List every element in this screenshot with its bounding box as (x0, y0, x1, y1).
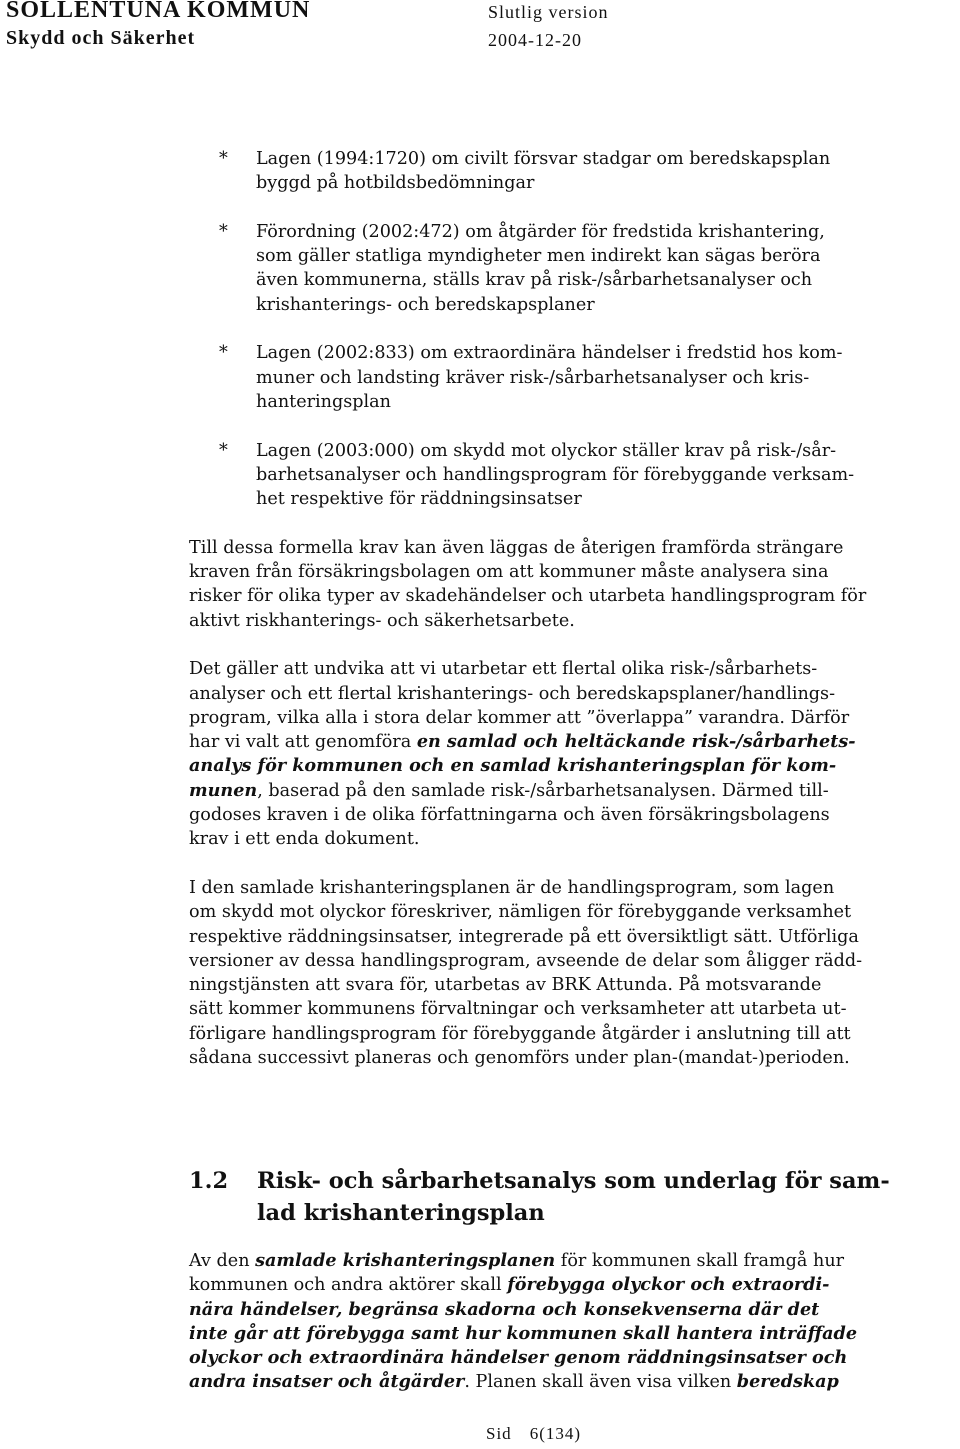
plain-text: . Planen skall även visa vilken (464, 1372, 737, 1393)
bullet-marker: * (219, 221, 228, 242)
bullet-item (189, 147, 959, 196)
paragraph-line: ningstjänsten att svara för, utarbetas av BRK Attunda. På motsvarande (189, 975, 822, 996)
emphasis-line: inte går att förebygga samt hur kommunen skall hantera inträffade (189, 1322, 858, 1344)
bullet-line: Förordning (2002:472) om åtgärder för fredstida krishantering, (256, 221, 825, 242)
paragraph-line: sådana successivt planeras och genomförs under plan-(mandat-)perioden. (189, 1047, 850, 1068)
emphasis-text: munen (189, 779, 258, 801)
plain-text: har vi valt att genomföra (189, 732, 417, 753)
paragraph-line: risker för olika typer av skadehändelser och utarbeta handlingsprogram för (189, 586, 867, 607)
organization-name: SOLLENTUNA KOMMUN (6, 0, 311, 23)
paragraph-line: Till dessa formella krav kan även läggas de återigen framförda strängare (189, 537, 844, 558)
paragraph-line: I den samlade krishanteringsplanen är de handlingsprogram, som lagen (189, 877, 835, 898)
bullet-line: krishanterings- och beredskapsplaner (256, 294, 595, 315)
paragraph-combined-analysis (189, 657, 959, 851)
emphasis-text: beredskap (736, 1371, 839, 1393)
bullet-line: barhetsanalyser och handlingsprogram för förebyggande verksam- (256, 464, 855, 485)
bullet-line: Lagen (2003:000) om skydd mot olyckor ställer krav på risk-/sår- (256, 440, 837, 461)
paragraph-line: sätt kommer kommunens förvaltningar och verksamheter att utarbeta ut- (189, 999, 847, 1020)
paragraph-line (189, 1370, 959, 1394)
paragraph-line: analyser och ett flertal krishanterings- och beredskapsplaner/handlings- (189, 683, 836, 704)
plain-text: , baserad på den samlade risk-/sårbarhetsanalysen. Därmed till- (257, 780, 829, 801)
bullet-item (189, 341, 959, 414)
bullet-line: byggd på hotbildsbedömningar (256, 173, 535, 194)
paragraph-line: förligare handlingsprogram för förebyggande åtgärder i anslutning till att (189, 1023, 851, 1044)
paragraph-insurance-requirements (189, 536, 959, 633)
bullet-item (189, 439, 959, 512)
department-name: Skydd och Säkerhet (6, 27, 196, 49)
bullet-marker: * (219, 149, 228, 169)
paragraph-line (189, 1249, 959, 1273)
emphasis-text: andra insatser och åtgärder (189, 1371, 465, 1393)
bullet-line: het respektive för räddningsinsatser (256, 489, 582, 510)
paragraph-line: godoses kraven i de olika författningarna och även försäkringsbolagens (189, 805, 830, 826)
page-footer (486, 1424, 581, 1444)
paragraph-line: kraven från försäkringsbolagen om att kommuner måste analysera sina (189, 562, 829, 583)
bullet-line: hanteringsplan (256, 391, 392, 412)
section-heading (189, 1165, 959, 1229)
emphasis-text: en samlad och heltäckande risk-/sårbarhets- (416, 731, 856, 753)
section-number: 1.2 (189, 1168, 229, 1194)
paragraph-line: program, vilka alla i stora delar kommer att ”överlappa” varandra. Därför (189, 707, 850, 728)
document-body (189, 147, 959, 1095)
bullet-line: som gäller statliga myndigheter men indirekt kan sägas beröra (256, 246, 821, 267)
section-title-line: Risk- och sårbarhetsanalys som underlag för sam- (257, 1168, 890, 1194)
bullet-line: även kommunerna, ställs krav på risk-/sårbarhetsanalyser och (256, 270, 813, 291)
paragraph-crisis-plan (189, 876, 959, 1070)
emphasis-line: nära händelser, begränsa skadorna och konsekvenserna där det (189, 1298, 820, 1320)
plain-text: för kommunen skall framgå hur (555, 1251, 845, 1271)
page-label: Sid (486, 1424, 512, 1443)
bullet-line: muner och landsting kräver risk-/sårbarhetsanalyser och kris- (256, 367, 810, 388)
bullet-line: Lagen (2002:833) om extraordinära händelser i fredstid hos kom- (256, 343, 843, 364)
plain-text: kommunen och andra aktörer skall (189, 1275, 508, 1296)
paragraph-line: aktivt riskhanterings- och säkerhetsarbete. (189, 610, 575, 631)
emphasis-text: samlade krishanteringsplanen (255, 1250, 556, 1271)
paragraph-line: Det gäller att undvika att vi utarbetar ett flertal olika risk-/sårbarhets- (189, 659, 818, 680)
paragraph-line: respektive räddningsinsatser, integrerade på ett översiktligt sätt. Utförliga (189, 926, 859, 947)
paragraph-line: om skydd mot olyckor föreskriver, nämligen för förebyggande verksamhet (189, 902, 852, 923)
emphasis-line: analys för kommunen och en samlad krishanteringsplan för kom- (189, 755, 837, 777)
page-header (6, 0, 956, 56)
document-version: Slutlig version (488, 2, 609, 22)
bullet-marker: * (219, 440, 228, 461)
bullet-line: Lagen (1994:1720) om civilt försvar stadgar om beredskapsplan (256, 149, 831, 169)
bullet-marker: * (219, 343, 228, 364)
emphasis-line: olyckor och extraordinära händelser genom räddningsinsatser och (189, 1347, 848, 1369)
document-date: 2004-12-20 (488, 30, 582, 50)
bullet-item (189, 220, 959, 317)
emphasis-text: förebygga olyckor och extraordi- (507, 1274, 830, 1296)
paragraph-line (189, 730, 959, 754)
page-number: 6(134) (529, 1424, 582, 1443)
plain-text: Av den (189, 1251, 256, 1271)
paragraph-line: krav i ett enda dokument. (189, 829, 420, 850)
paragraph-line: versioner av dessa handlingsprogram, avseende de delar som åligger rädd- (189, 950, 863, 971)
paragraph-line (189, 779, 959, 803)
section-title-line: lad krishanteringsplan (257, 1200, 545, 1226)
paragraph-section-intro (189, 1249, 959, 1395)
paragraph-line (189, 1273, 959, 1297)
